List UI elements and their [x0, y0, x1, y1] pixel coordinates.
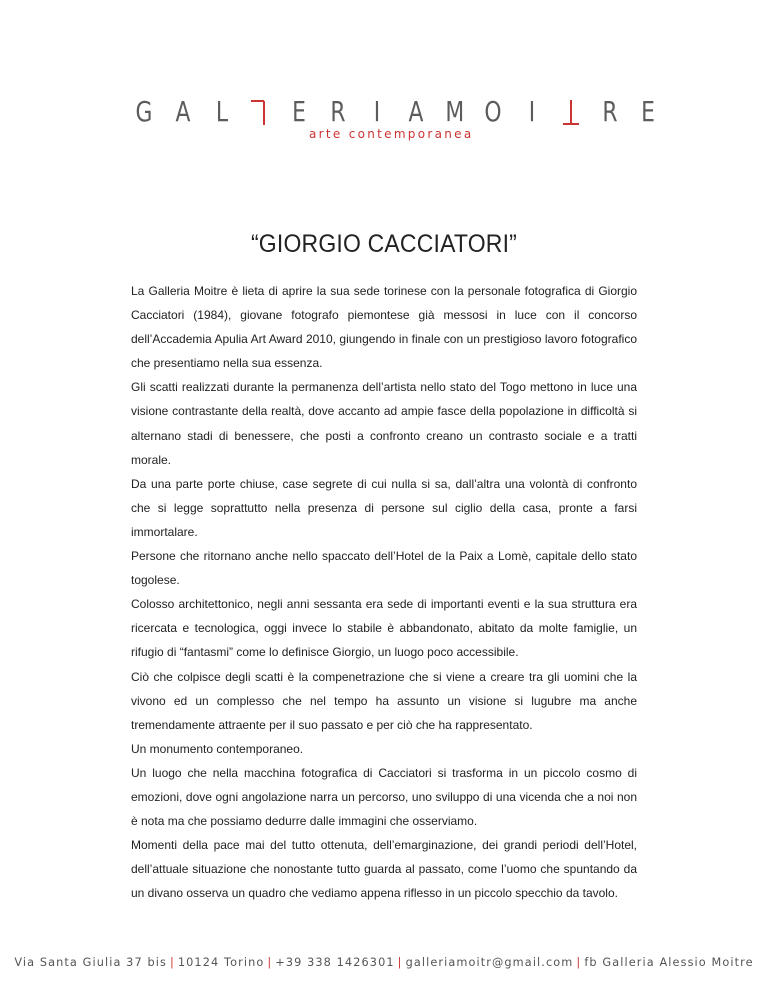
- footer-separator: |: [267, 956, 273, 969]
- footer-address: Via Santa Giulia 37 bis: [14, 956, 167, 969]
- logo-letter: L: [215, 95, 228, 128]
- logo-letter: A: [408, 95, 424, 128]
- page-title: “GIORGIO CACCIATORI”: [250, 230, 518, 258]
- logo-wordmark: [133, 95, 656, 129]
- footer-contacts: [0, 956, 768, 969]
- logo-letter: M: [445, 95, 465, 128]
- footer-phone: +39 338 1426301: [275, 956, 395, 969]
- footer-separator: |: [576, 956, 582, 969]
- logo-letter: A: [175, 95, 191, 128]
- logo-subtitle: arte contemporanea: [309, 127, 474, 141]
- logo-letter: G: [135, 95, 153, 128]
- gallery-logo: [0, 95, 768, 155]
- footer-separator: |: [397, 956, 403, 969]
- paragraph: Ciò che colpisce degli scatti è la compenetrazione che si viene a creare tra gli uomini che la vivono ed un complesso che nel tempo ha assunto un visione si lugubre ma anche tremendamente attraente per il suo passato e per ciò che ha rappresentato.: [131, 669, 637, 732]
- footer-facebook: fb Galleria Alessio Moitre: [584, 956, 754, 969]
- paragraph: Da una parte porte chiuse, case segrete di cui nulla si sa, dall’altra una volontà di confronto che si legge soprattutto nella presenza di persone sul ciglio della casa, pronte a farsi immortalare.: [131, 476, 637, 539]
- footer-email: galleriamoitr@gmail.com: [405, 956, 574, 969]
- logo-letter: E: [292, 95, 307, 128]
- logo-red-mark: [249, 99, 271, 126]
- logo-letter: E: [641, 95, 656, 128]
- logo-letter: R: [330, 95, 346, 128]
- logo-letter: I: [528, 95, 536, 128]
- logo-letter: I: [373, 95, 381, 128]
- footer-separator: |: [169, 956, 175, 969]
- paragraph: Persone che ritornano anche nello spaccato dell’Hotel de la Paix a Lomè, capitale dello stato togolese.: [131, 549, 637, 588]
- logo-letter: R: [602, 95, 618, 128]
- logo-letter: O: [484, 95, 502, 128]
- paragraph: Un luogo che nella macchina fotografica di Cacciatori si trasforma in un piccolo cosmo di emozioni, dove ogni angolazione narra un percorso, uno sviluppo di una vicenda che a noi non è nota ma che possiamo dedurre dalle immagini che osserviamo.: [131, 765, 637, 829]
- paragraph: Colosso architettonico, negli anni sessanta era sede di importanti eventi e la sua struttura era ricercata e tecnologica, oggi invece lo stabile è abbandonato, abitato da molte famiglie, un rifugio di “fantasmi” come lo definisce Giorgio, un luogo poco accessibile.: [131, 597, 637, 660]
- footer-city: 10124 Torino: [177, 956, 265, 969]
- paragraph: La Galleria Moitre è lieta di aprire la sua sede torinese con la personale fotografica di Giorgio Cacciatori (1984), giovane fotografo piemontese già messosi in luce con il concorso dell’Accademia Apulia Art Award 2010, giungendo in finale con un prestigioso lavoro fotografico che presentiamo nella sua essenza.: [131, 284, 637, 371]
- paragraph: Un monumento contemporaneo.: [131, 741, 304, 756]
- paragraph: Gli scatti realizzati durante la permanenza dell’artista nello stato del Togo mettono in luce una visione contrastante della realtà, dove accanto ad ampie fasce della popolazione in difficoltà si alternano stadi di benessere, che posti a confronto creano un contrasto sociale e a tratti morale.: [131, 380, 637, 467]
- logo-red-mark: [560, 99, 582, 126]
- body-text: [131, 279, 637, 905]
- paragraph: Momenti della pace mai del tutto ottenuta, dell’emarginazione, dei grandi periodi dell’Hotel, dell’attuale situazione che nonostante tutto guarda al passato, come l’uomo che spuntando da un divano osserva un quadro che vediamo appena riflesso in un piccolo specchio da tavolo.: [131, 838, 637, 901]
